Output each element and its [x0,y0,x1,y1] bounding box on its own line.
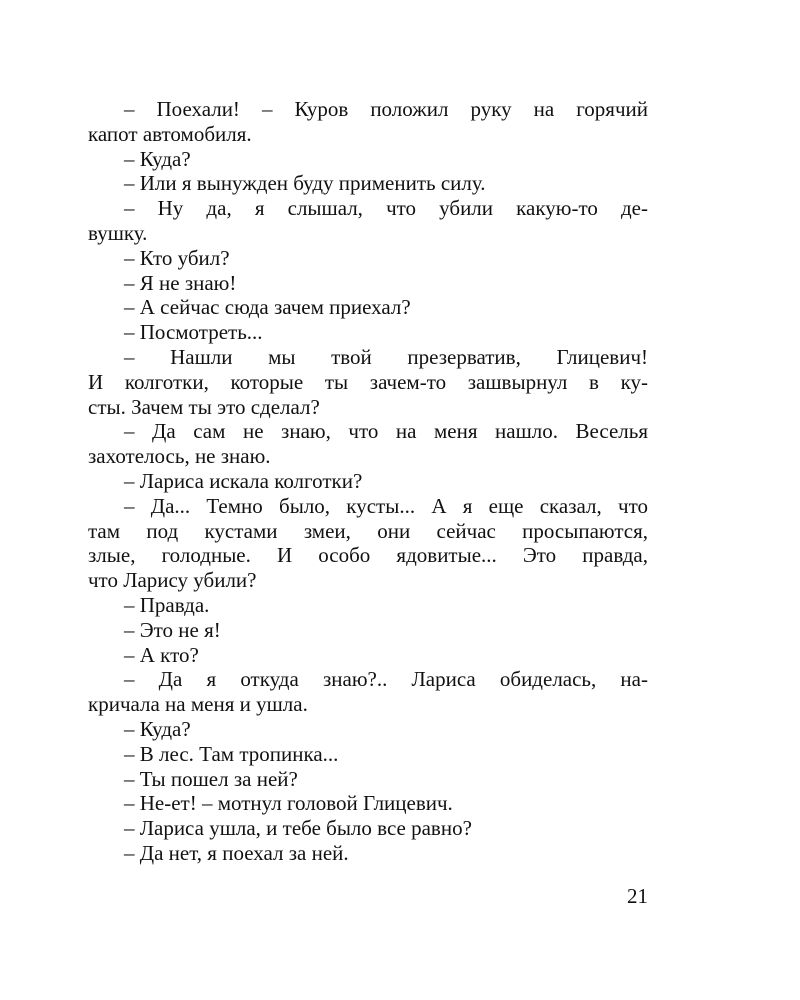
text-line: – Да... Темно было, кусты... А я еще сказал, что [124,493,648,518]
text-line: вушку. [88,220,148,245]
text-line: сты. Зачем ты это сделал? [88,394,320,419]
text-line: – Куда? [124,146,191,171]
text-line: – Да сам не знаю, что на меня нашло. Веселья [124,419,648,444]
text-line: – Лариса искала колготки? [124,468,363,493]
text-line: – Я не знаю! [124,270,237,295]
text-line: И колготки, которые ты зачем-то зашвырнул в ку- [88,369,648,394]
text-line: – Да я откуда знаю?.. Лариса обиделась, на- [124,667,648,692]
text-line: захотелось, не знаю. [88,444,271,469]
text-line: что Ларису убили? [88,568,257,593]
text-line: – Это не я! [124,617,221,642]
text-line: – А сейчас сюда зачем приехал? [124,295,411,320]
text-line: – В лес. Там тропинка... [124,741,339,766]
text-line: – Не-ет! – мотнул головой Глицевич. [124,791,453,816]
text-line: кричала на меня и ушла. [88,692,308,717]
text-line: – Ты пошел за ней? [124,766,298,791]
body-text [88,97,648,866]
text-line: – Ну да, я слышал, что убили какую-то де- [124,196,648,221]
text-line: – Нашли мы твой презерватив, Глицевич! [124,344,648,369]
text-line: – Правда. [124,592,210,617]
text-line: – Посмотреть... [124,320,263,345]
text-line: – Или я вынужден буду применить силу. [124,171,486,196]
text-line: – Лариса ушла, и тебе было все равно? [124,816,472,841]
page-number: 21 [627,884,648,908]
text-line: – А кто? [124,642,199,667]
text-line: – Поехали! – Куров положил руку на горячий [124,97,648,121]
text-line: капот автомобиля. [88,121,252,146]
text-line: – Кто убил? [124,245,230,270]
text-line: там под кустами змеи, они сейчас просыпаются, [88,518,648,543]
text-line: – Куда? [124,716,191,741]
text-line: злые, голодные. И особо ядовитые... Это правда, [88,543,648,568]
text-line: – Да нет, я поехал за ней. [124,840,349,865]
